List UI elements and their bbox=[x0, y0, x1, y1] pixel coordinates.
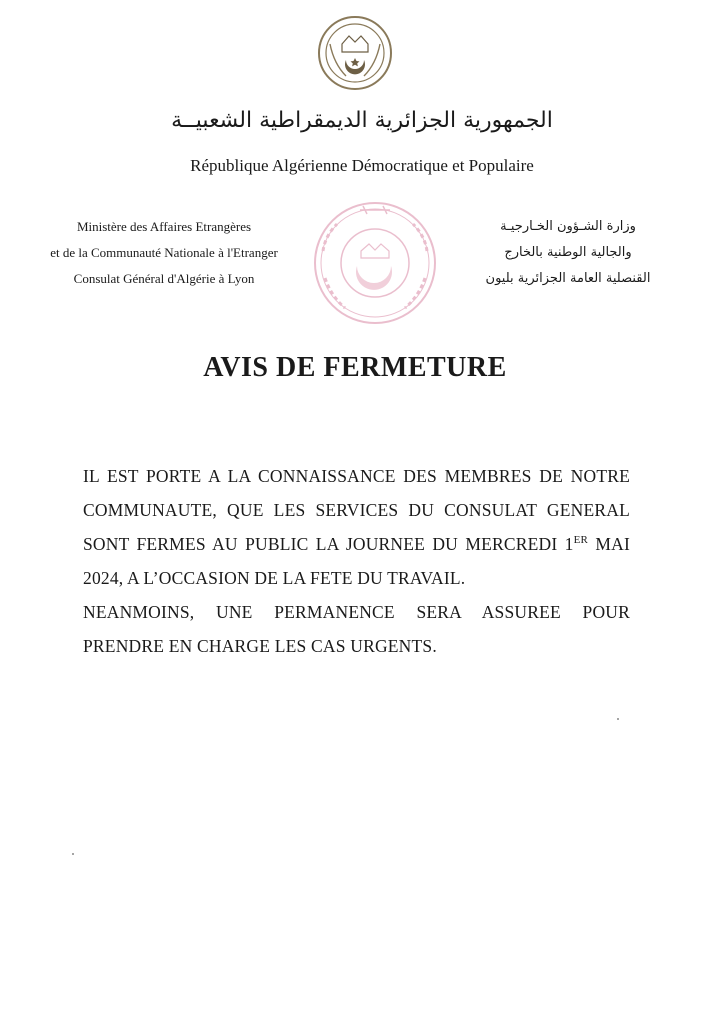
arabic-republic-title: الجمهورية الجزائرية الديمقراطية الشعبيــة bbox=[171, 108, 553, 133]
scan-speck bbox=[617, 718, 619, 720]
french-republic-title: République Algérienne Démocratique et Populaire bbox=[190, 156, 534, 175]
ministry-french-line1: Ministère des Affaires Etrangères bbox=[76, 219, 252, 234]
notice-title: AVIS DE FERMETURE bbox=[203, 352, 507, 383]
official-stamp bbox=[305, 196, 445, 330]
ministry-arabic-block bbox=[448, 214, 688, 292]
notice-body bbox=[83, 459, 630, 663]
ministry-arabic-line2: والجالية الوطنية بالخارج bbox=[504, 245, 632, 260]
scan-speck bbox=[72, 853, 74, 855]
ministry-arabic-line3: القنصلية العامة الجزائرية بليون bbox=[485, 271, 651, 286]
notice-paragraph-1-start: IL EST PORTE A LA CONNAISSANCE DES MEMBRES DE NOTRE COMMUNAUTE, QUE LES SERVICES DU CONSULAT GENERAL SONT FERMES AU PUBLIC LA JOURNEE DU MERCREDI 1 bbox=[83, 466, 630, 554]
ministry-french-line2: et de la Communauté Nationale à l'Etranger bbox=[50, 245, 278, 260]
ministry-french-line3: Consulat Général d'Algérie à Lyon bbox=[73, 271, 255, 286]
notice-paragraph-2: NEANMOINS, UNE PERMANENCE SERA ASSUREE POUR PRENDRE EN CHARGE LES CAS URGENTS. bbox=[83, 602, 630, 656]
national-emblem bbox=[316, 14, 394, 92]
ministry-arabic-line1: وزارة الشـؤون الخـارجيـة bbox=[500, 219, 636, 234]
notice-paragraph-1 bbox=[83, 459, 630, 595]
ordinal-superscript: ER bbox=[573, 534, 589, 547]
notice-paragraph-1-end: MAI 2024, A L’OCCASION DE LA FETE DU TRAVAIL. bbox=[83, 534, 631, 588]
ministry-french-block bbox=[30, 214, 298, 292]
